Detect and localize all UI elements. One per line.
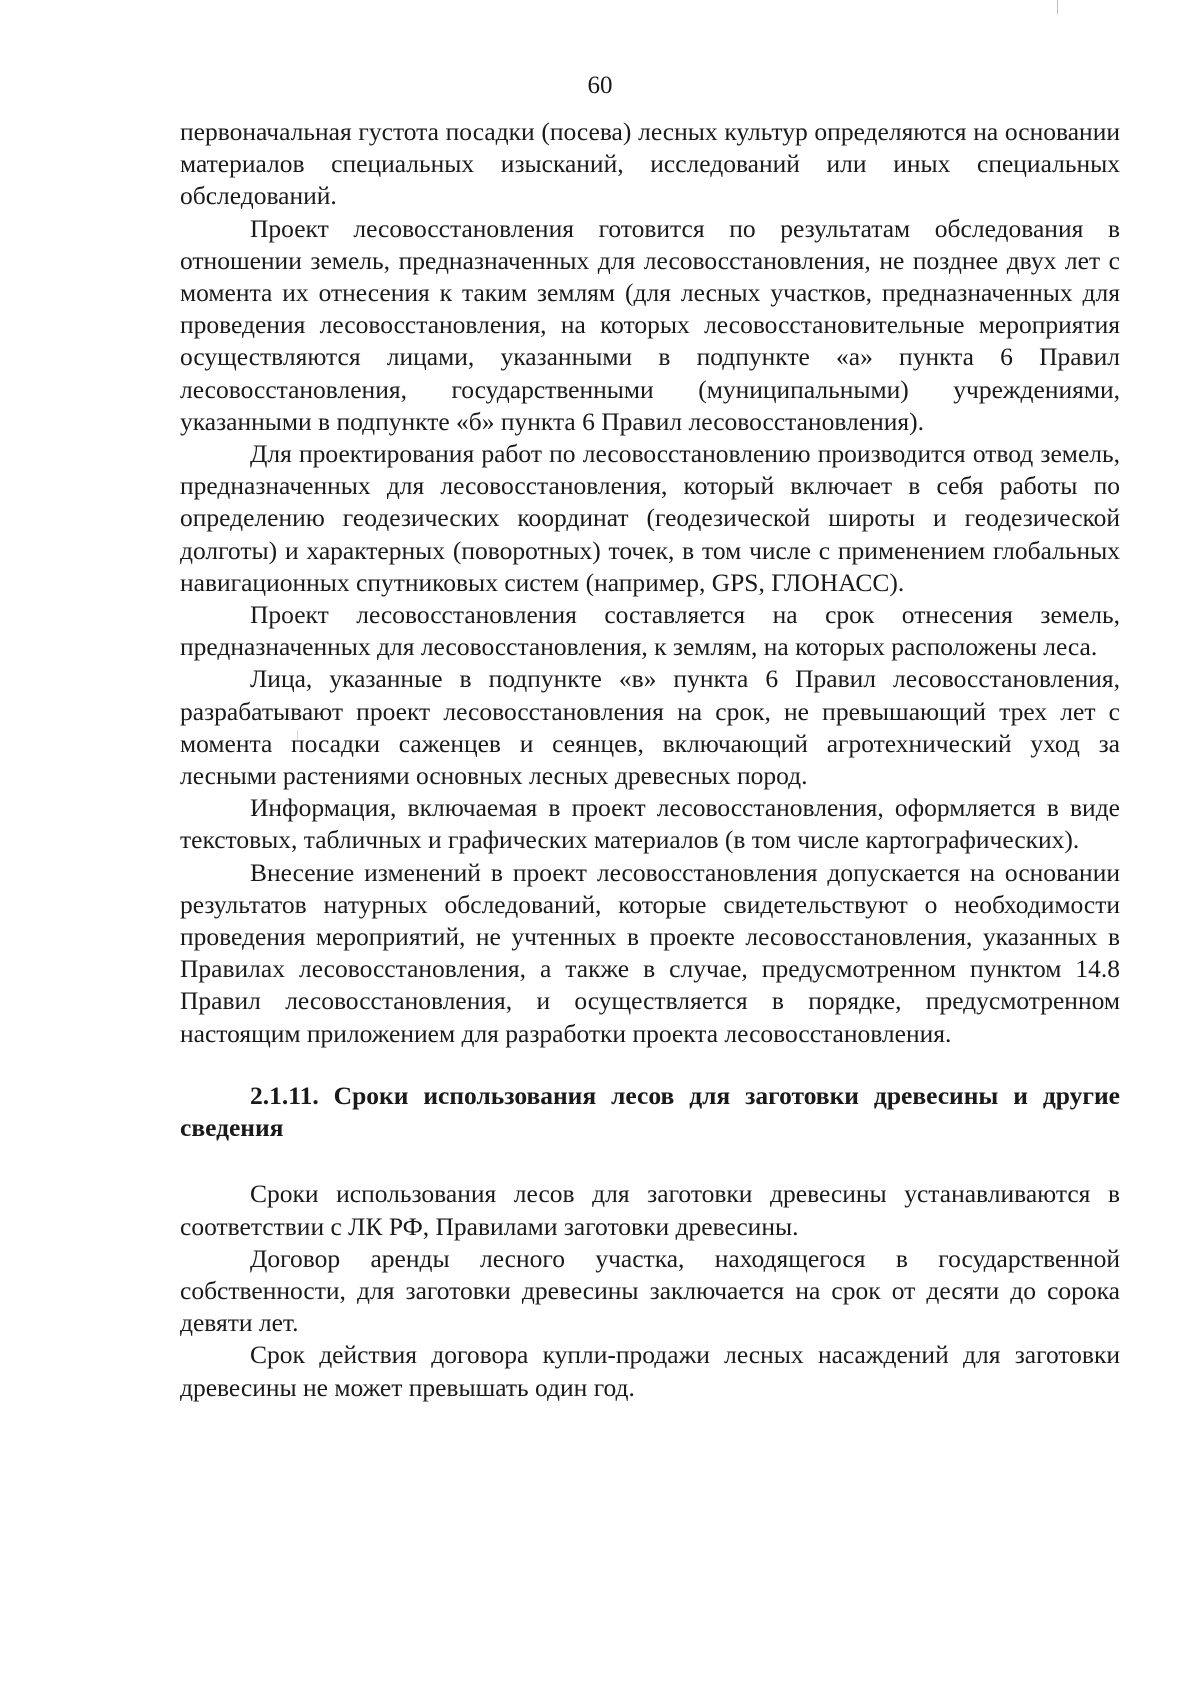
paragraph-5: Лица, указанные в подпункте «в» пункта 6 Правил лесовосстановления, разрабатывают проект лесовосстановления на срок, не превышающий трех лет с момента посадки саженцев и сеянцев, включающий агротехнический уход за лесными растениями основных лесных древесных пород. xyxy=(180,664,1120,791)
scan-mark-top xyxy=(1057,0,1058,14)
page-number: 60 xyxy=(587,72,613,99)
section-paragraph-1: Сроки использования лесов для заготовки древесины устанавливаются в соответствии с ЛК РФ, Правилами заготовки древесины. xyxy=(180,1179,1120,1241)
paragraph-7: Внесение изменений в проект лесовосстановления допускается на основании результатов натурных обследований, которые свидетельствуют о необходимости проведения мероприятий, не учтенных в проекте лесовосстановления, указанных в Правилах лесовосстановления, а также в случае, предусмотренном пунктом 14.8 Правил лесовосстановления, и осуществляется в порядке, предусмотренном настоящим приложением для разработки проекта лесовосстановления. xyxy=(180,857,1120,1048)
section-paragraph-2: Договор аренды лесного участка, находящегося в государственной собственности, для заготовки древесины заключается на срок от десяти до сорока девяти лет. xyxy=(180,1243,1120,1338)
section-paragraph-3: Срок действия договора купли-продажи лесных насаждений для заготовки древесины не может превышать один год. xyxy=(180,1340,1120,1402)
document-body xyxy=(180,116,1120,1404)
paragraph-2: Проект лесовосстановления готовится по результатам обследования в отношении земель, предназначенных для лесовосстановления, не позднее двух лет с момента их отнесения к таким землям (для лесных участков, предназначенных для проведения лесовосстановления, на которых лесовосстановительные мероприятия осуществляются лицами, указанными в подпункте «а» пункта 6 Правил лесовосстановления, государственными (муниципальными) учреждениями, указанными в подпункте «б» пункта 6 Правил лесовосстановления). xyxy=(180,213,1120,436)
paragraph-4: Проект лесовосстановления составляется на срок отнесения земель, предназначенных для лесовосстановления, к землям, на которых расположены леса. xyxy=(180,600,1120,662)
paragraph-6: Информация, включаемая в проект лесовосстановления, оформляется в виде текстовых, табличных и графических материалов (в том числе картографических). xyxy=(180,793,1120,855)
paragraph-1: первоначальная густота посадки (посева) лесных культур определяются на основании материалов специальных изысканий, исследований или иных специальных обследований. xyxy=(180,117,1120,211)
paragraph-3: Для проектирования работ по лесовосстановлению производится отвод земель, предназначенных для лесовосстановления, который включает в себя работы по определению геодезических координат (геодезической широты и геодезической долготы) и характерных (поворотных) точек, в том числе с применением глобальных навигационных спутниковых систем (например, GPS, ГЛОНАСС). xyxy=(180,439,1120,597)
section-heading: 2.1.11. Сроки использования лесов для заготовки древесины и другие сведения xyxy=(180,1080,1120,1143)
